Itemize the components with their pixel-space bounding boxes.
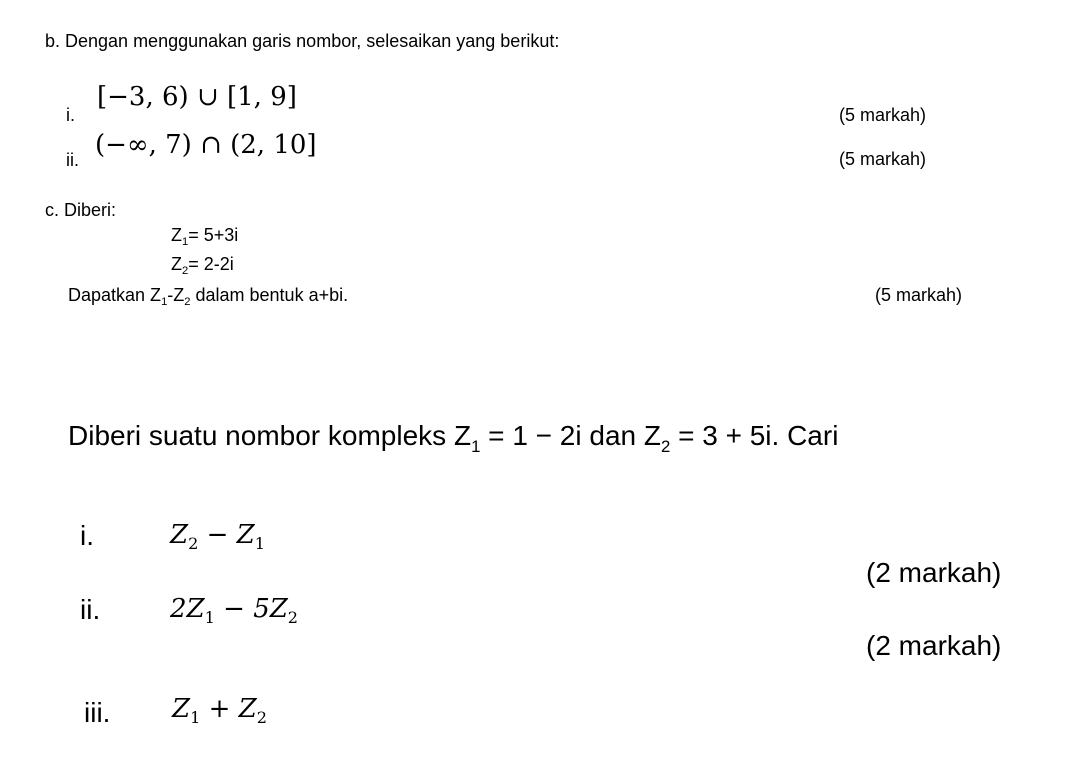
task-prefix: Dapatkan Z [68,285,162,305]
item-1-a-sub: 2 [188,534,199,554]
question-2-item-3-expression [172,694,267,728]
intro-z2-expr: = 3 + 5i [670,420,772,451]
item-2-a-sub: 1 [204,608,215,628]
intro-z1-expr: = 1 − 2i [480,420,582,451]
task-sub-2: 2 [184,295,191,308]
section-b-item-1-marks: (5 markah) [839,105,927,125]
section-b-item-1-label: i. [66,105,75,125]
task-middle: -Z [167,285,185,305]
z1-name: Z [171,225,182,245]
task-sub-1: 1 [161,295,168,308]
question-2-item-1-label: i. [80,520,94,551]
section-b-item-2-expression: (−∞, 7) ∩ (2, 10] [95,130,317,160]
question-2-intro [68,420,839,456]
intro-z1-name: Z [453,420,472,451]
section-b-item-1-expression: [−3, 6) ∪ [1, 9] [97,82,297,112]
item-1-b-sub: 1 [254,534,265,554]
z2-value: = 2-2i [188,254,234,274]
z1-value: = 5+3i [188,225,239,245]
item-1-b: Z [236,520,255,550]
question-2-item-2-label: ii. [80,594,101,625]
item-2-op: − [214,594,254,624]
item-3-op: + [200,694,239,724]
item-3-b-sub: 2 [256,708,267,728]
section-c-task [68,285,348,306]
item-3-a-sub: 1 [190,708,201,728]
item-2-a: 2Z [170,594,205,624]
item-3-a: Z [172,694,191,724]
intro-prefix: Diberi suatu nombor kompleks [68,420,454,451]
question-2-item-1-expression [170,520,265,554]
item-1-a: Z [170,520,189,550]
z2-subscript: 2 [182,264,189,277]
task-suffix: dalam bentuk a+bi. [190,285,349,305]
section-c-heading: c. Diberi: [45,200,117,220]
section-c-marks: (5 markah) [875,285,963,305]
item-1-op: − [198,520,237,550]
question-2-marks-1: (2 markah) [866,557,1002,588]
section-b-item-2-marks: (5 markah) [839,149,927,169]
item-2-b: 5Z [253,594,288,624]
question-2-item-2-expression [170,594,299,628]
z2-definition [171,254,234,275]
question-2-marks-2: (2 markah) [866,630,1002,661]
intro-z1-sub: 1 [471,436,481,456]
item-3-b: Z [238,694,257,724]
z1-definition [171,225,238,246]
z1-subscript: 1 [182,235,189,248]
intro-connector: dan [581,420,644,451]
question-2-item-3-label: iii. [84,697,111,728]
item-2-b-sub: 2 [287,608,299,628]
intro-z2-sub: 2 [660,436,671,456]
intro-suffix: . Cari [771,420,839,451]
z2-name: Z [171,254,182,274]
intro-z2-name: Z [643,420,661,451]
section-b-heading: b. Dengan menggunakan garis nombor, selesaikan yang berikut: [45,31,560,51]
section-b-item-2-label: ii. [66,150,79,170]
